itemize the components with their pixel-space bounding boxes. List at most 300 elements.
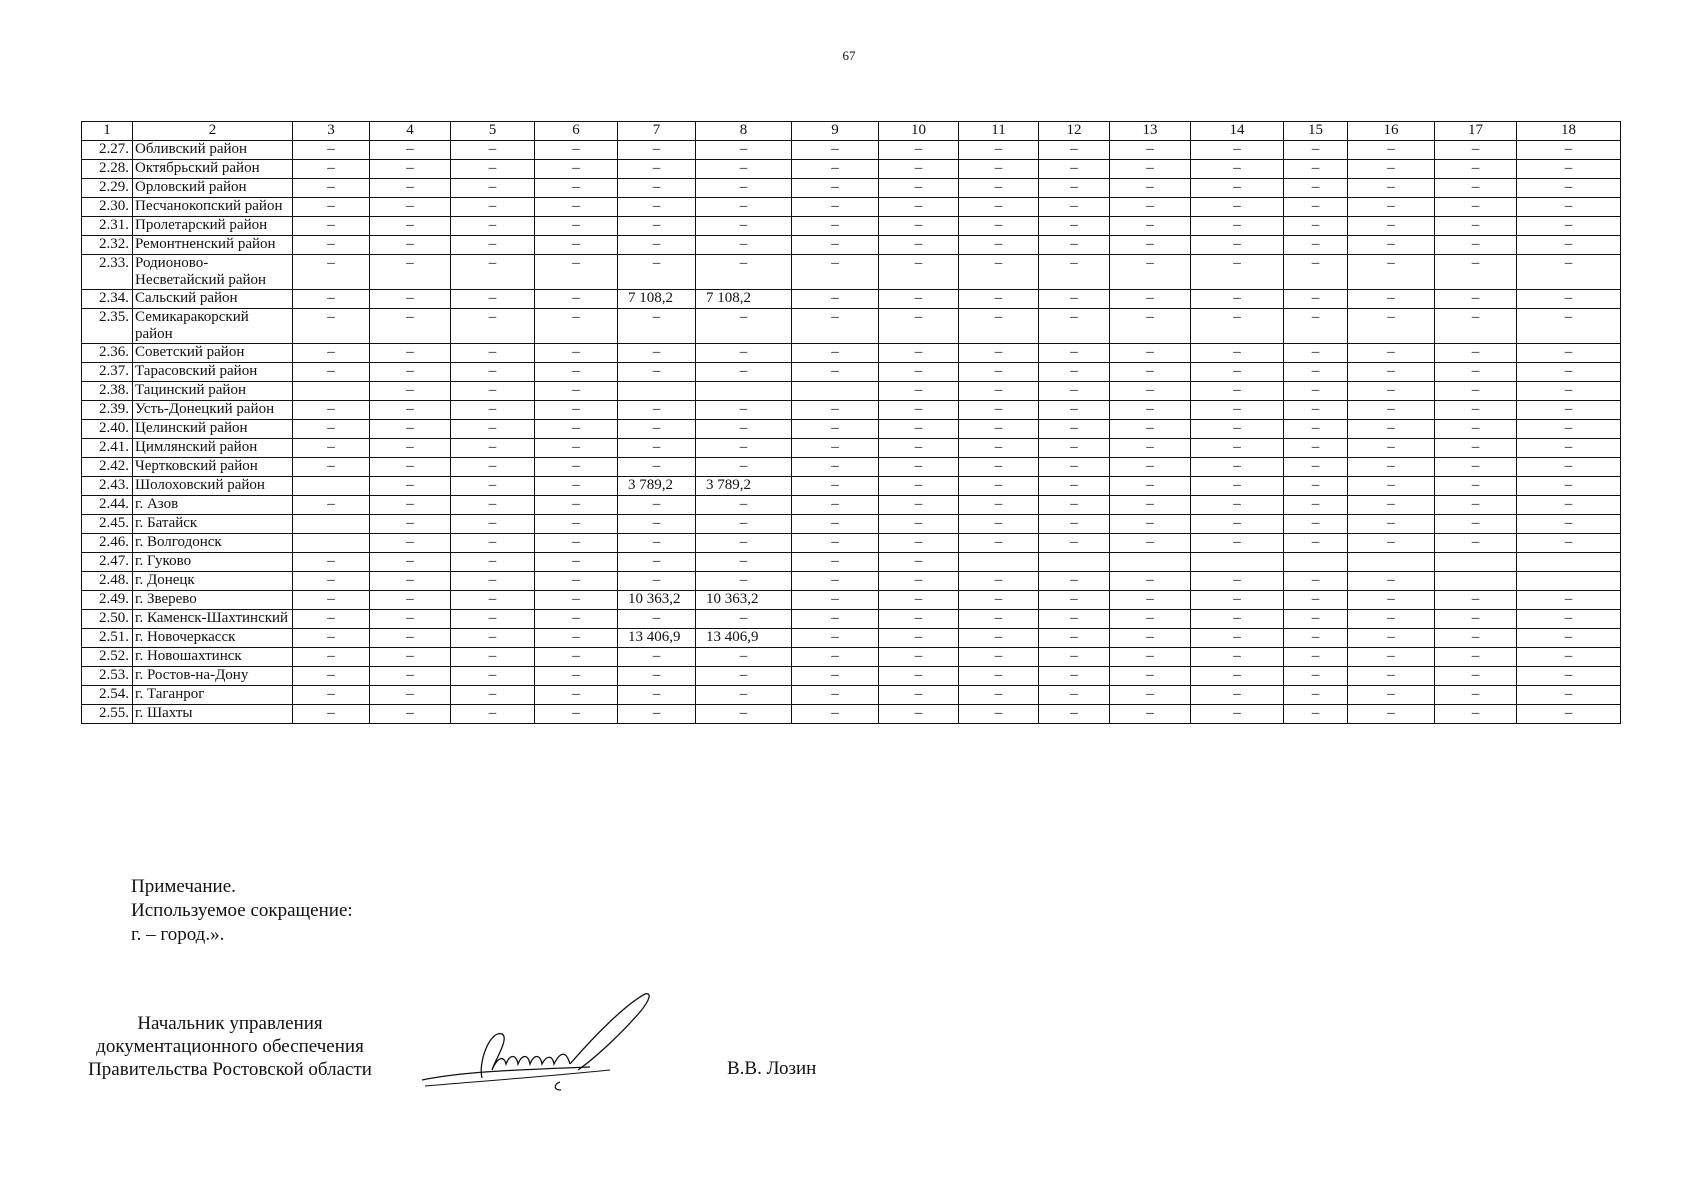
value-cell: – bbox=[370, 572, 451, 591]
value-cell: – bbox=[293, 705, 370, 724]
value-cell: – bbox=[959, 363, 1039, 382]
value-cell: – bbox=[370, 610, 451, 629]
value-cell: – bbox=[1284, 217, 1348, 236]
value-cell: – bbox=[451, 496, 535, 515]
value-cell: – bbox=[293, 496, 370, 515]
value-cell: – bbox=[1039, 344, 1110, 363]
value-cell: – bbox=[618, 363, 696, 382]
value-cell: – bbox=[1517, 686, 1621, 705]
table-row bbox=[82, 496, 1621, 515]
value-cell: – bbox=[370, 141, 451, 160]
value-cell: – bbox=[792, 629, 879, 648]
value-cell: 13 406,9 bbox=[618, 629, 696, 648]
value-cell: – bbox=[1435, 629, 1517, 648]
value-cell: – bbox=[1348, 309, 1435, 344]
value-cell: – bbox=[879, 401, 959, 420]
table-row bbox=[82, 382, 1621, 401]
row-number: 2.41. bbox=[82, 439, 133, 458]
value-cell: – bbox=[1435, 363, 1517, 382]
value-cell: – bbox=[1348, 477, 1435, 496]
column-header: 5 bbox=[451, 122, 535, 141]
value-cell: – bbox=[1348, 629, 1435, 648]
value-cell: – bbox=[1191, 198, 1284, 217]
value-cell: – bbox=[879, 591, 959, 610]
value-cell: – bbox=[1284, 420, 1348, 439]
value-cell: – bbox=[1039, 591, 1110, 610]
value-cell: – bbox=[370, 648, 451, 667]
value-cell: – bbox=[879, 648, 959, 667]
value-cell: – bbox=[1348, 420, 1435, 439]
value-cell: – bbox=[1284, 290, 1348, 309]
value-cell: – bbox=[1110, 363, 1191, 382]
value-cell: – bbox=[535, 255, 618, 290]
table-row bbox=[82, 160, 1621, 179]
value-cell: – bbox=[370, 458, 451, 477]
value-cell: – bbox=[1284, 382, 1348, 401]
row-number: 2.40. bbox=[82, 420, 133, 439]
value-cell: – bbox=[959, 160, 1039, 179]
value-cell: – bbox=[1435, 534, 1517, 553]
value-cell: – bbox=[535, 420, 618, 439]
value-cell: – bbox=[1039, 477, 1110, 496]
value-cell: – bbox=[1110, 179, 1191, 198]
value-cell bbox=[293, 477, 370, 496]
row-number: 2.53. bbox=[82, 667, 133, 686]
value-cell: – bbox=[1191, 363, 1284, 382]
value-cell: – bbox=[696, 648, 792, 667]
value-cell: – bbox=[1039, 667, 1110, 686]
value-cell: – bbox=[1191, 477, 1284, 496]
value-cell: – bbox=[535, 591, 618, 610]
value-cell: – bbox=[1110, 217, 1191, 236]
value-cell: – bbox=[293, 667, 370, 686]
value-cell: – bbox=[1284, 344, 1348, 363]
value-cell: – bbox=[1110, 591, 1191, 610]
value-cell: – bbox=[451, 401, 535, 420]
value-cell: 10 363,2 bbox=[696, 591, 792, 610]
value-cell: – bbox=[618, 439, 696, 458]
value-cell: – bbox=[1517, 309, 1621, 344]
value-cell: 10 363,2 bbox=[618, 591, 696, 610]
value-cell: – bbox=[1348, 179, 1435, 198]
value-cell: – bbox=[1110, 648, 1191, 667]
value-cell: – bbox=[792, 667, 879, 686]
value-cell: – bbox=[879, 382, 959, 401]
table-row bbox=[82, 420, 1621, 439]
municipality-name: г. Батайск bbox=[133, 515, 293, 534]
value-cell: – bbox=[696, 401, 792, 420]
value-cell: – bbox=[535, 309, 618, 344]
value-cell: – bbox=[1517, 534, 1621, 553]
value-cell: – bbox=[1517, 667, 1621, 686]
value-cell: – bbox=[1110, 401, 1191, 420]
value-cell: – bbox=[618, 141, 696, 160]
value-cell: – bbox=[879, 198, 959, 217]
table-body bbox=[82, 141, 1621, 724]
column-header: 15 bbox=[1284, 122, 1348, 141]
value-cell: – bbox=[959, 439, 1039, 458]
municipality-name: Песчанокопский район bbox=[133, 198, 293, 217]
value-cell: – bbox=[1517, 290, 1621, 309]
value-cell: – bbox=[696, 534, 792, 553]
value-cell: – bbox=[1284, 439, 1348, 458]
value-cell: – bbox=[451, 553, 535, 572]
value-cell: – bbox=[1191, 401, 1284, 420]
row-number: 2.52. bbox=[82, 648, 133, 667]
value-cell: – bbox=[535, 553, 618, 572]
value-cell: – bbox=[618, 705, 696, 724]
value-cell: – bbox=[1435, 255, 1517, 290]
value-cell: – bbox=[370, 363, 451, 382]
value-cell: – bbox=[293, 309, 370, 344]
value-cell: – bbox=[1110, 496, 1191, 515]
value-cell: – bbox=[1284, 458, 1348, 477]
value-cell: – bbox=[1435, 686, 1517, 705]
value-cell: – bbox=[959, 629, 1039, 648]
value-cell: – bbox=[1435, 141, 1517, 160]
value-cell: – bbox=[293, 290, 370, 309]
value-cell: – bbox=[618, 401, 696, 420]
value-cell bbox=[618, 382, 696, 401]
value-cell: – bbox=[959, 179, 1039, 198]
value-cell bbox=[293, 515, 370, 534]
value-cell: – bbox=[959, 515, 1039, 534]
value-cell: – bbox=[1039, 648, 1110, 667]
table-row bbox=[82, 629, 1621, 648]
value-cell: – bbox=[1517, 198, 1621, 217]
value-cell: – bbox=[1517, 496, 1621, 515]
value-cell: – bbox=[1435, 309, 1517, 344]
value-cell: – bbox=[792, 255, 879, 290]
value-cell: – bbox=[1517, 477, 1621, 496]
value-cell: – bbox=[1191, 572, 1284, 591]
value-cell: – bbox=[451, 610, 535, 629]
value-cell: – bbox=[792, 217, 879, 236]
value-cell: – bbox=[451, 255, 535, 290]
value-cell: – bbox=[696, 141, 792, 160]
table-row bbox=[82, 439, 1621, 458]
value-cell: – bbox=[792, 705, 879, 724]
column-header: 8 bbox=[696, 122, 792, 141]
value-cell: – bbox=[792, 553, 879, 572]
value-cell: – bbox=[696, 236, 792, 255]
value-cell: – bbox=[1284, 141, 1348, 160]
value-cell: – bbox=[1517, 363, 1621, 382]
value-cell: – bbox=[1191, 458, 1284, 477]
value-cell: – bbox=[370, 496, 451, 515]
value-cell bbox=[293, 534, 370, 553]
value-cell: – bbox=[1348, 705, 1435, 724]
table-row bbox=[82, 255, 1621, 290]
table-row bbox=[82, 534, 1621, 553]
value-cell: – bbox=[451, 534, 535, 553]
value-cell: – bbox=[1039, 141, 1110, 160]
value-cell: – bbox=[696, 160, 792, 179]
value-cell: – bbox=[1517, 591, 1621, 610]
value-cell: – bbox=[1517, 648, 1621, 667]
value-cell: 13 406,9 bbox=[696, 629, 792, 648]
row-number: 2.45. bbox=[82, 515, 133, 534]
value-cell: – bbox=[1039, 705, 1110, 724]
value-cell: – bbox=[535, 363, 618, 382]
municipality-name: г. Новошахтинск bbox=[133, 648, 293, 667]
value-cell: – bbox=[618, 553, 696, 572]
value-cell: – bbox=[535, 458, 618, 477]
value-cell: – bbox=[1284, 255, 1348, 290]
signatory-line-3: Правительства Ростовской области bbox=[88, 1059, 372, 1080]
value-cell: – bbox=[1435, 217, 1517, 236]
value-cell: – bbox=[1039, 686, 1110, 705]
value-cell: – bbox=[1284, 667, 1348, 686]
value-cell: – bbox=[879, 217, 959, 236]
value-cell: – bbox=[1039, 420, 1110, 439]
value-cell: – bbox=[792, 420, 879, 439]
value-cell: – bbox=[959, 344, 1039, 363]
table-row bbox=[82, 236, 1621, 255]
value-cell: – bbox=[1039, 610, 1110, 629]
value-cell: – bbox=[879, 458, 959, 477]
table-row bbox=[82, 610, 1621, 629]
note bbox=[131, 875, 353, 947]
value-cell: – bbox=[535, 572, 618, 591]
value-cell: – bbox=[879, 610, 959, 629]
row-number: 2.50. bbox=[82, 610, 133, 629]
municipality-name: Октябрьский район bbox=[133, 160, 293, 179]
value-cell: – bbox=[1284, 236, 1348, 255]
value-cell: – bbox=[696, 420, 792, 439]
column-header: 6 bbox=[535, 122, 618, 141]
value-cell: – bbox=[1435, 496, 1517, 515]
table-row bbox=[82, 363, 1621, 382]
value-cell: – bbox=[1435, 290, 1517, 309]
value-cell: – bbox=[1435, 477, 1517, 496]
value-cell: – bbox=[1191, 629, 1284, 648]
note-title: Примечание. bbox=[131, 876, 236, 897]
value-cell: – bbox=[1435, 439, 1517, 458]
value-cell: – bbox=[1110, 686, 1191, 705]
value-cell: – bbox=[293, 236, 370, 255]
table-row bbox=[82, 648, 1621, 667]
table-row bbox=[82, 572, 1621, 591]
value-cell: – bbox=[696, 255, 792, 290]
column-header: 7 bbox=[618, 122, 696, 141]
value-cell: – bbox=[1039, 629, 1110, 648]
value-cell: – bbox=[1191, 179, 1284, 198]
value-cell: – bbox=[959, 591, 1039, 610]
value-cell: – bbox=[370, 382, 451, 401]
value-cell: – bbox=[451, 591, 535, 610]
value-cell: – bbox=[879, 141, 959, 160]
value-cell: – bbox=[618, 236, 696, 255]
value-cell: – bbox=[792, 141, 879, 160]
value-cell: – bbox=[1435, 458, 1517, 477]
value-cell: – bbox=[792, 344, 879, 363]
value-cell: – bbox=[1191, 382, 1284, 401]
value-cell: – bbox=[696, 439, 792, 458]
value-cell: – bbox=[792, 515, 879, 534]
value-cell: – bbox=[535, 160, 618, 179]
value-cell: – bbox=[792, 290, 879, 309]
value-cell: – bbox=[293, 439, 370, 458]
value-cell: – bbox=[1348, 290, 1435, 309]
value-cell: – bbox=[1110, 439, 1191, 458]
value-cell: – bbox=[879, 515, 959, 534]
value-cell: – bbox=[618, 496, 696, 515]
value-cell: – bbox=[370, 344, 451, 363]
value-cell: – bbox=[535, 610, 618, 629]
value-cell: – bbox=[618, 667, 696, 686]
column-header: 2 bbox=[133, 122, 293, 141]
value-cell: – bbox=[959, 217, 1039, 236]
municipality-name: Пролетарский район bbox=[133, 217, 293, 236]
value-cell: – bbox=[1110, 141, 1191, 160]
value-cell: – bbox=[1348, 401, 1435, 420]
value-cell: – bbox=[535, 198, 618, 217]
value-cell: 3 789,2 bbox=[618, 477, 696, 496]
value-cell: – bbox=[792, 648, 879, 667]
value-cell: – bbox=[1110, 198, 1191, 217]
table-row bbox=[82, 217, 1621, 236]
municipality-name: Родионово-Несветайский район bbox=[133, 255, 293, 290]
note-abbreviation-heading: Используемое сокращение: bbox=[131, 900, 353, 921]
value-cell: – bbox=[1517, 458, 1621, 477]
value-cell: – bbox=[1110, 477, 1191, 496]
municipality-name: Орловский район bbox=[133, 179, 293, 198]
municipality-name: г. Гуково bbox=[133, 553, 293, 572]
value-cell: – bbox=[1517, 515, 1621, 534]
municipality-name: Цимлянский район bbox=[133, 439, 293, 458]
column-header: 18 bbox=[1517, 122, 1621, 141]
value-cell: – bbox=[1435, 667, 1517, 686]
value-cell: – bbox=[879, 686, 959, 705]
municipality-name: Усть-Донецкий район bbox=[133, 401, 293, 420]
value-cell: – bbox=[792, 477, 879, 496]
value-cell: – bbox=[879, 420, 959, 439]
note-abbreviation: г. – город.». bbox=[131, 924, 225, 945]
value-cell: – bbox=[959, 255, 1039, 290]
value-cell: – bbox=[959, 667, 1039, 686]
value-cell: – bbox=[370, 591, 451, 610]
table-row bbox=[82, 477, 1621, 496]
value-cell: – bbox=[451, 141, 535, 160]
municipality-name: Советский район bbox=[133, 344, 293, 363]
column-header: 9 bbox=[792, 122, 879, 141]
value-cell: – bbox=[792, 179, 879, 198]
value-cell: – bbox=[1039, 382, 1110, 401]
value-cell: – bbox=[1284, 705, 1348, 724]
row-number: 2.49. bbox=[82, 591, 133, 610]
value-cell: – bbox=[1517, 141, 1621, 160]
row-number: 2.29. bbox=[82, 179, 133, 198]
value-cell: – bbox=[1110, 309, 1191, 344]
value-cell: – bbox=[696, 667, 792, 686]
table-row bbox=[82, 553, 1621, 572]
value-cell: – bbox=[1284, 363, 1348, 382]
value-cell: – bbox=[1039, 572, 1110, 591]
value-cell: – bbox=[1191, 534, 1284, 553]
handwritten-signature bbox=[420, 990, 660, 1095]
value-cell: – bbox=[1348, 439, 1435, 458]
value-cell: – bbox=[959, 534, 1039, 553]
value-cell: – bbox=[618, 534, 696, 553]
value-cell: – bbox=[959, 458, 1039, 477]
value-cell: – bbox=[1435, 236, 1517, 255]
row-number: 2.27. bbox=[82, 141, 133, 160]
municipality-name: г. Каменск-Шахтинский bbox=[133, 610, 293, 629]
signatory-line-2: документационного обеспечения bbox=[96, 1036, 364, 1057]
value-cell: – bbox=[1284, 591, 1348, 610]
value-cell: – bbox=[879, 496, 959, 515]
value-cell: – bbox=[1039, 458, 1110, 477]
value-cell: – bbox=[1348, 363, 1435, 382]
value-cell: – bbox=[1191, 591, 1284, 610]
value-cell: – bbox=[1284, 160, 1348, 179]
value-cell: – bbox=[535, 648, 618, 667]
value-cell: – bbox=[1110, 255, 1191, 290]
value-cell: – bbox=[959, 477, 1039, 496]
value-cell: – bbox=[879, 572, 959, 591]
value-cell: – bbox=[618, 572, 696, 591]
value-cell: – bbox=[451, 667, 535, 686]
value-cell: – bbox=[451, 309, 535, 344]
value-cell: – bbox=[451, 629, 535, 648]
value-cell: – bbox=[535, 236, 618, 255]
value-cell: – bbox=[1517, 179, 1621, 198]
value-cell: – bbox=[535, 705, 618, 724]
value-cell: – bbox=[696, 705, 792, 724]
row-number: 2.32. bbox=[82, 236, 133, 255]
value-cell: – bbox=[1110, 458, 1191, 477]
value-cell: – bbox=[293, 629, 370, 648]
value-cell: – bbox=[1110, 290, 1191, 309]
row-number: 2.47. bbox=[82, 553, 133, 572]
value-cell: – bbox=[1191, 686, 1284, 705]
value-cell: – bbox=[1110, 160, 1191, 179]
value-cell: – bbox=[1110, 344, 1191, 363]
value-cell: – bbox=[1191, 420, 1284, 439]
value-cell: – bbox=[1517, 629, 1621, 648]
value-cell: – bbox=[1284, 515, 1348, 534]
value-cell: – bbox=[879, 309, 959, 344]
value-cell: – bbox=[1348, 534, 1435, 553]
value-cell: – bbox=[451, 705, 535, 724]
row-number: 2.35. bbox=[82, 309, 133, 344]
value-cell: – bbox=[370, 420, 451, 439]
value-cell: – bbox=[535, 382, 618, 401]
value-cell: – bbox=[696, 458, 792, 477]
value-cell: – bbox=[696, 496, 792, 515]
value-cell: – bbox=[1110, 534, 1191, 553]
value-cell: – bbox=[535, 401, 618, 420]
value-cell: – bbox=[959, 141, 1039, 160]
value-cell: – bbox=[535, 477, 618, 496]
value-cell: – bbox=[451, 515, 535, 534]
value-cell: – bbox=[370, 553, 451, 572]
value-cell: – bbox=[451, 217, 535, 236]
value-cell: – bbox=[1348, 496, 1435, 515]
value-cell bbox=[1348, 553, 1435, 572]
municipality-name: Обливский район bbox=[133, 141, 293, 160]
value-cell: – bbox=[1348, 458, 1435, 477]
value-cell: – bbox=[879, 553, 959, 572]
value-cell: – bbox=[879, 667, 959, 686]
row-number: 2.30. bbox=[82, 198, 133, 217]
municipality-name: Чертковский район bbox=[133, 458, 293, 477]
table-row bbox=[82, 179, 1621, 198]
table-row bbox=[82, 344, 1621, 363]
row-number: 2.55. bbox=[82, 705, 133, 724]
value-cell: – bbox=[792, 198, 879, 217]
